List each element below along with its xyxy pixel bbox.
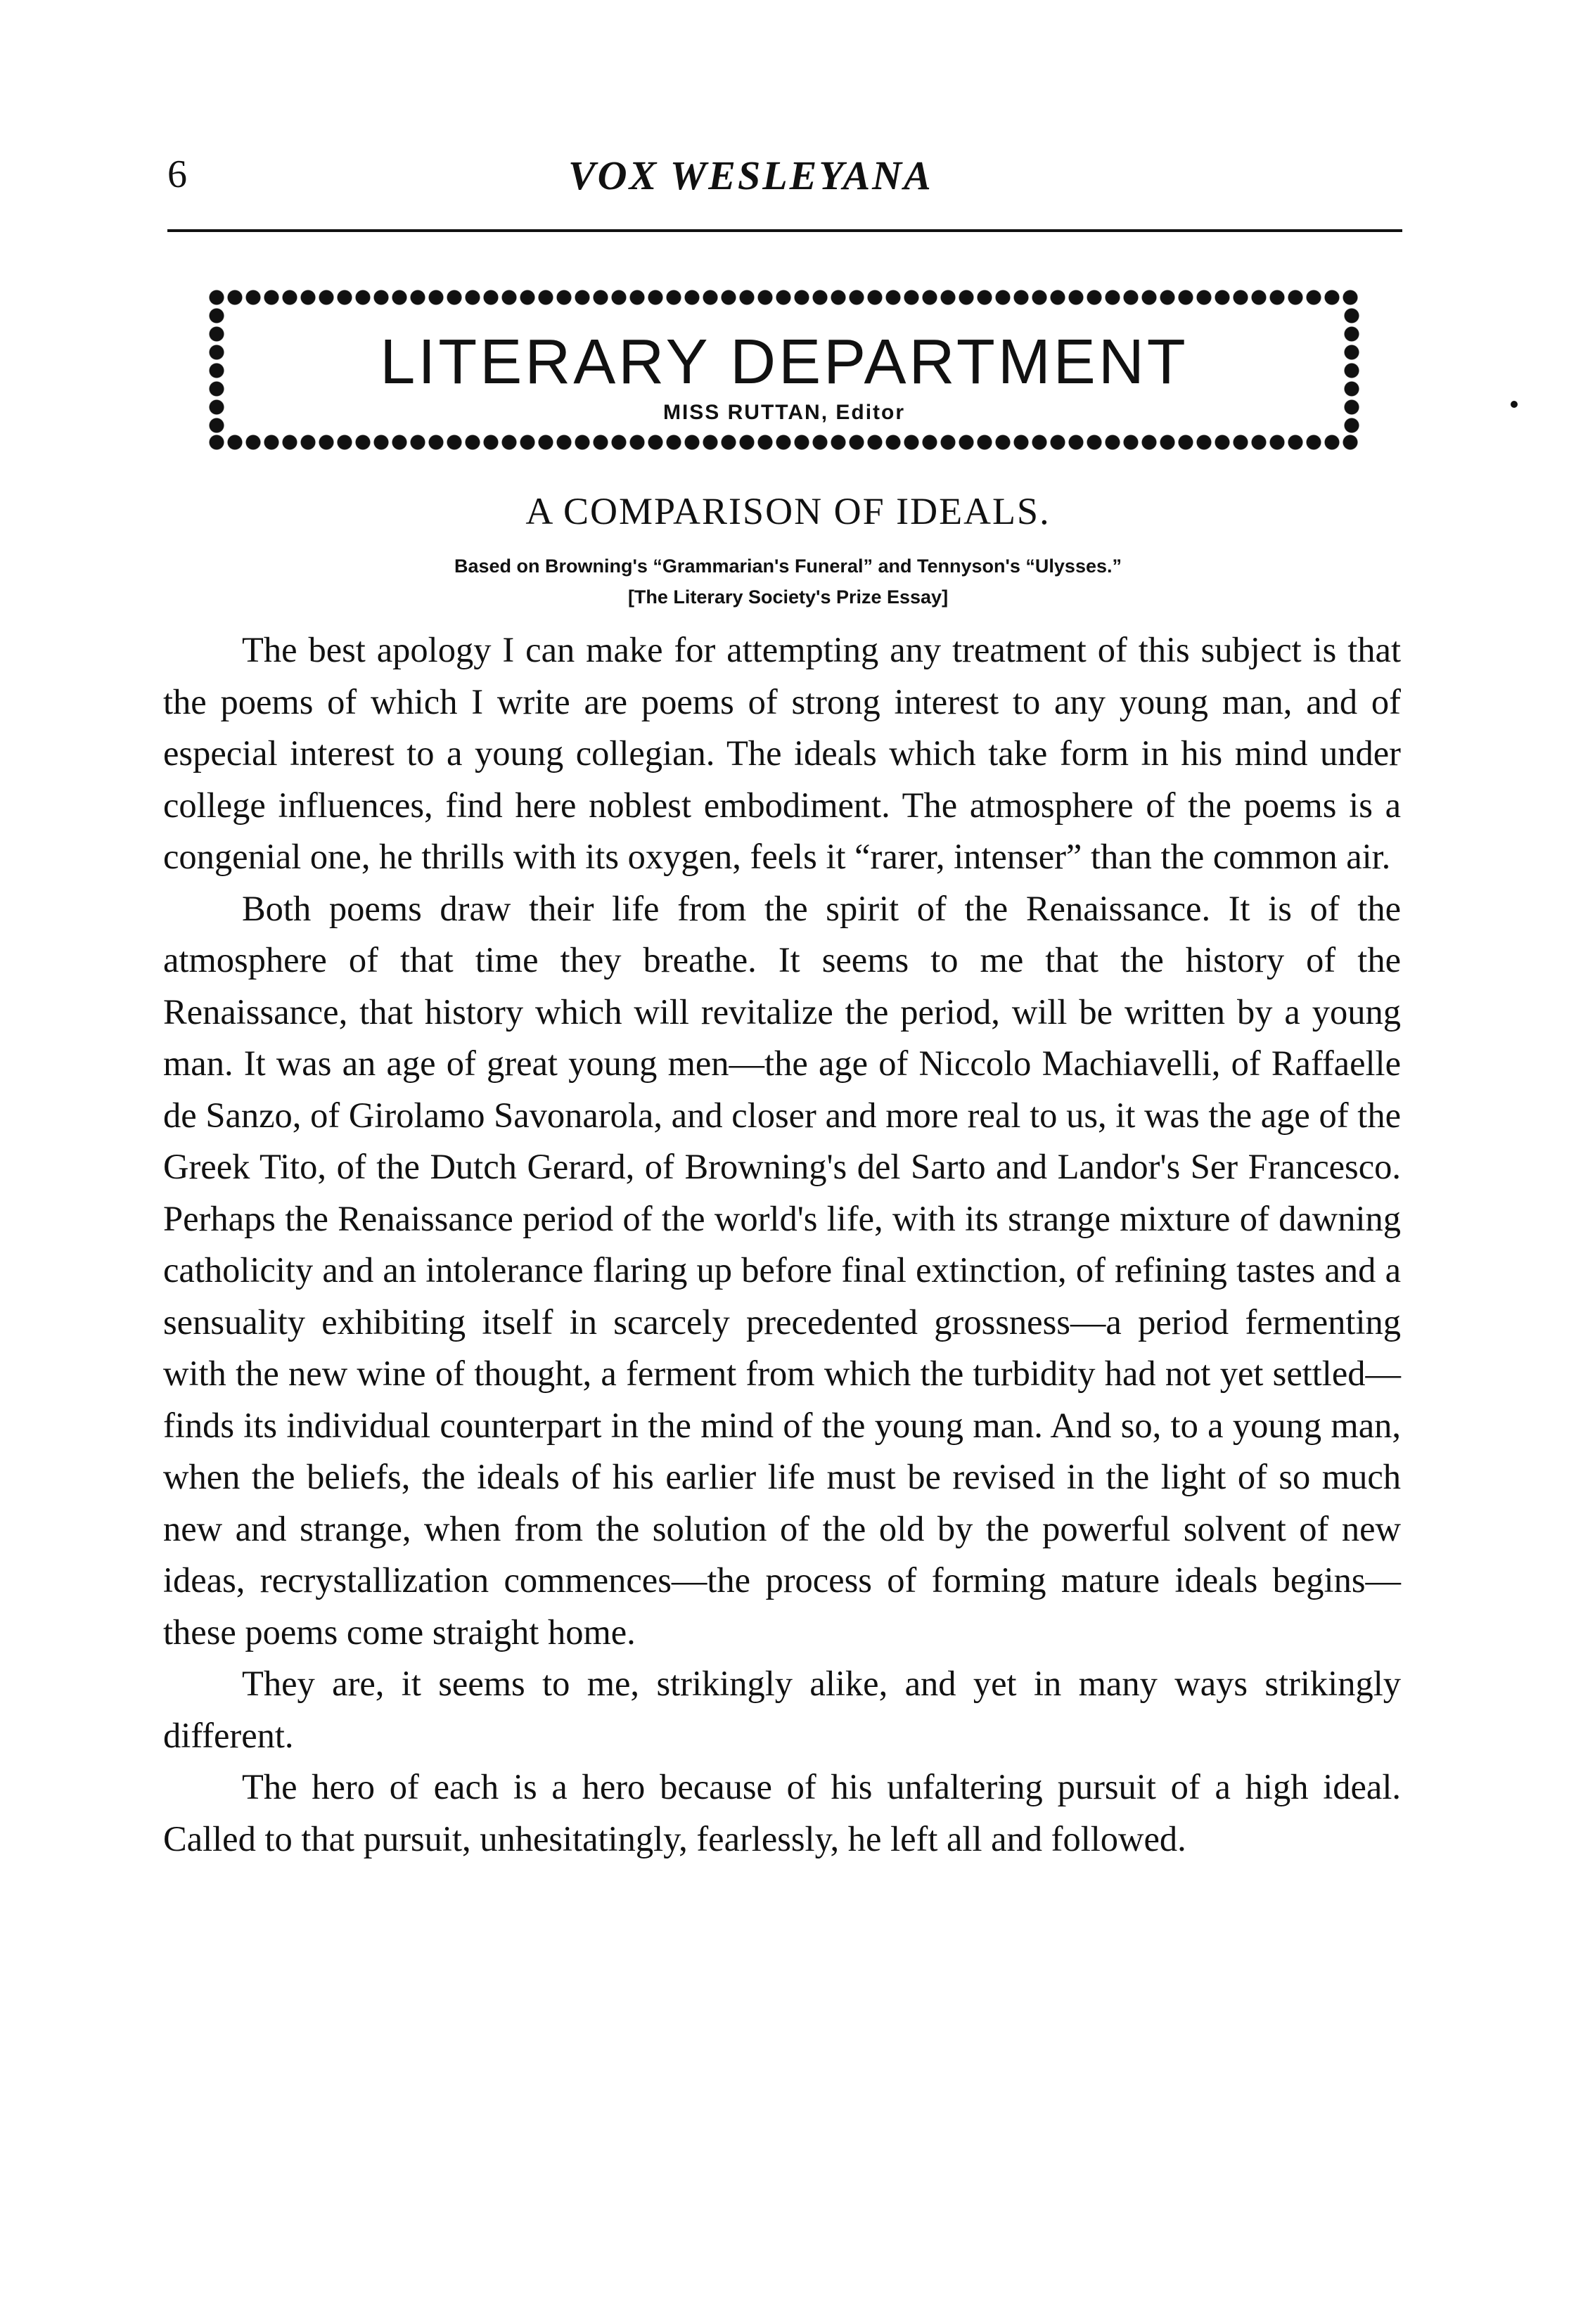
paragraph: They are, it seems to me, strikingly alike, and yet in many ways strikingly different. (163, 1664, 1401, 1755)
paragraph: The hero of each is a hero because of his unfaltering pursuit of a high ideal. Called to that pursuit, unhesitatingly, fearlessly, he left all and followed. (163, 1767, 1401, 1858)
margin-speck (1511, 401, 1518, 408)
paragraph: The best apology I can make for attempting any treatment of this subject is that the poems of which I write are poems of strong interest to any young man, and of especial interest to a young collegian. The ideals which take form in his mind under college influences, find here noblest embodiment. The atmosphere of the poems is a congenial one, he thrills with its oxygen, feels it “rarer, intenser” than the common air. (163, 630, 1401, 876)
header-rule (167, 229, 1402, 232)
journal-title: VOX WESLEYANA (568, 153, 933, 198)
ornament-border-top (207, 288, 1361, 307)
article-body (163, 624, 1401, 1865)
article-byline-note: [The Literary Society's Prize Essay] (627, 586, 949, 608)
ornament-border-bottom (207, 433, 1361, 451)
article-subtitle: Based on Browning's “Grammarian's Funeral” and Tennyson's “Ulysses.” (454, 556, 1122, 577)
department-title: LITERARY DEPARTMENT (380, 327, 1189, 397)
department-editor: MISS RUTTAN, Editor (662, 401, 906, 424)
page-number: 6 (167, 153, 187, 196)
paragraph: Both poems draw their life from the spirit of the Renaissance. It is of the atmosphere of that time they breathe. It seems to me that the history of the Renaissance, that history which will revitalize the period, will be written by a young man. It was an age of great young men—the age of Niccolo Machiavelli, of Raffaelle de Sanzo, of Girolamo Savonarola, and closer and more real to us, it was the age of the Greek Tito, of the Dutch Gerard, of Browning's del Sarto and Landor's Ser Francesco. Perhaps the Renaissance period of the world's life, with its strange mixture of dawning catholicity and an intolerance flaring up before final extinction, of refining tastes and a sensuality exhibiting itself in scarcely precedented grossness—a period fermenting with the new wine of thought, a ferment from which the turbidity had not yet settled—finds its individual counterpart in the mind of the young man. And so, to a young man, when the beliefs, the ideals of his earlier life must be revised in the light of so much new and strange, when from the solution of the old by the powerful solvent of new ideas, recrystallization commences—the process of forming mature ideals begins—these poems come straight home. (163, 888, 1401, 1652)
department-banner (207, 288, 1361, 451)
article-title: A COMPARISON OF IDEALS. (525, 490, 1051, 532)
running-head (167, 141, 1402, 204)
